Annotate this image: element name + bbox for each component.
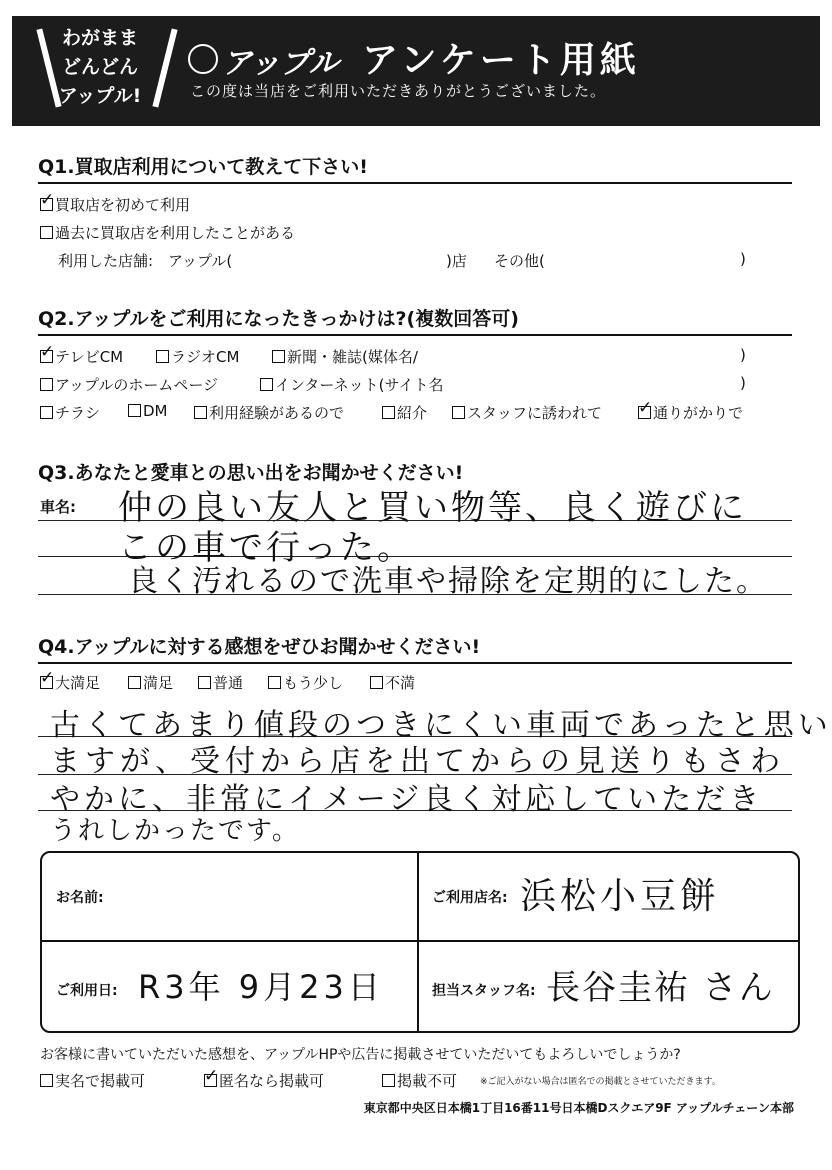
q4-answer-line: やかに、非常にイメージ良く対応していただき	[50, 782, 764, 817]
option-label: テレビCM	[55, 348, 124, 366]
q2-option-experience[interactable]	[194, 402, 344, 423]
slogan	[40, 24, 160, 111]
option-label: DM	[143, 402, 168, 420]
slogan-line: アップル!	[58, 85, 142, 107]
q1-option-first-time[interactable]	[40, 194, 190, 215]
option-label: 普通	[213, 674, 244, 692]
q4-title: Q4.アップルに対する感想をぜひお聞かせください!	[38, 636, 481, 658]
q4-answer-line: うれしかったです。	[50, 816, 300, 846]
q1-title: Q1.買取店利用について教えて下さい!	[38, 156, 368, 178]
option-label: 満足	[143, 674, 174, 692]
consent-question: お客様に書いていただいた感想を、アップルHPや広告に掲載させていただいてもよろしいでしょうか?	[40, 1047, 681, 1063]
option-label: 買取店を初めて利用	[55, 196, 191, 214]
q2-option-internet[interactable]	[260, 374, 443, 395]
date-field[interactable]: R3年 9月23日	[138, 968, 384, 1006]
q2-option-homepage[interactable]	[40, 374, 218, 395]
checkbox[interactable]	[40, 406, 53, 419]
option-label: 実名で掲載可	[55, 1072, 146, 1090]
option-label: ラジオCM	[171, 348, 240, 366]
checkbox[interactable]	[370, 676, 383, 689]
q2-title: Q2.アップルをご利用になったきっかけは?(複数回答可)	[38, 308, 519, 330]
q3-car-label: 車名:	[40, 498, 76, 516]
checkbox[interactable]	[40, 226, 53, 239]
page-subtitle: この度は当店をご利用いただきありがとうございました。	[190, 82, 607, 100]
q2-option-radio[interactable]	[156, 346, 239, 367]
q2-option-referral[interactable]	[382, 402, 427, 423]
option-label: もう少し	[283, 674, 344, 692]
option-label: 利用経験があるので	[209, 404, 345, 422]
store-field[interactable]: 浜松小豆餅	[520, 876, 721, 917]
q3-answer-line: この車で行った。	[118, 528, 414, 568]
q2-option-dm[interactable]	[128, 402, 168, 420]
checkbox[interactable]	[128, 676, 141, 689]
checkbox[interactable]	[40, 1074, 53, 1087]
consent-option-anonymous[interactable]	[204, 1070, 324, 1091]
staff-field[interactable]: 長谷圭祐 さん	[546, 968, 775, 1008]
q2-row1-close: )	[740, 346, 746, 364]
q4-option-normal[interactable]	[198, 672, 243, 693]
option-label: 掲載不可	[397, 1072, 458, 1090]
checkbox-checked[interactable]	[40, 198, 53, 211]
checkbox[interactable]	[128, 404, 141, 417]
info-box-horizontal-divider	[40, 940, 798, 942]
date-label: ご利用日:	[56, 983, 118, 999]
footer-address: 東京都中央区日本橋1丁目16番11号日本橋Dスクエア9F アップルチェーン本部	[363, 1101, 794, 1115]
checkbox-checked[interactable]	[204, 1074, 217, 1087]
q1-option-used-before[interactable]	[40, 222, 295, 243]
q4-divider	[38, 662, 792, 664]
page-title: アンケート用紙	[362, 40, 640, 81]
q4-option-very-satisfied[interactable]	[40, 672, 100, 693]
option-label: アップルのホームページ	[55, 376, 219, 394]
checkbox-checked[interactable]	[638, 406, 651, 419]
staff-label: 担当スタッフ名:	[432, 983, 536, 999]
q1-other-suffix: )	[740, 250, 746, 268]
checkbox[interactable]	[156, 350, 169, 363]
q4-answer-line: ますが、受付から店を出てからの見送りもさわ	[50, 744, 785, 779]
option-label: 不満	[385, 674, 416, 692]
q4-option-dissatisfied[interactable]	[370, 672, 415, 693]
store-label: ご利用店名:	[432, 890, 508, 906]
option-label: インターネット(サイト名	[275, 376, 444, 394]
q2-option-staff-invite[interactable]	[452, 402, 602, 423]
checkbox[interactable]	[382, 1074, 395, 1087]
q3-title: Q3.あなたと愛車との思い出をお聞かせください!	[38, 462, 464, 484]
q4-answer-line: 古くてあまり値段のつきにくい車両であったと思い	[50, 708, 832, 743]
q4-option-satisfied[interactable]	[128, 672, 173, 693]
option-label: 新聞・雑誌(媒体名/	[287, 348, 418, 366]
q2-option-passing-by[interactable]	[638, 402, 743, 423]
checkbox[interactable]	[272, 350, 285, 363]
q3-answer-line: 良く汚れるので洗車や掃除を定期的にした。	[128, 564, 768, 599]
q2-option-tv[interactable]	[40, 346, 123, 367]
option-label: 紹介	[397, 404, 428, 422]
q1-store-suffix: )店	[446, 252, 467, 270]
checkbox[interactable]	[194, 406, 207, 419]
q1-other-prefix: その他(	[494, 252, 545, 270]
option-label: 過去に買取店を利用したことがある	[55, 224, 296, 242]
checkbox[interactable]	[268, 676, 281, 689]
slogan-line: わがまま	[61, 27, 138, 49]
q2-divider	[38, 334, 792, 336]
option-label: スタッフに誘われて	[467, 404, 603, 422]
consent-option-real-name[interactable]	[40, 1070, 145, 1091]
checkbox-checked[interactable]	[40, 676, 53, 689]
brand-logo: アップル	[222, 46, 339, 81]
q2-option-flyer[interactable]	[40, 402, 100, 423]
q2-option-newspaper[interactable]	[272, 346, 418, 367]
consent-note: ※ご記入がない場合は匿名での掲載とさせていただきます。	[480, 1077, 721, 1087]
consent-option-no-publish[interactable]	[382, 1070, 457, 1091]
checkbox-checked[interactable]	[40, 350, 53, 363]
slogan-line: どんどん	[61, 56, 138, 78]
option-label: チラシ	[55, 404, 101, 422]
option-label: 匿名なら掲載可	[219, 1072, 325, 1090]
checkbox[interactable]	[198, 676, 211, 689]
logo-icon	[188, 44, 218, 74]
checkbox[interactable]	[260, 378, 273, 391]
q3-answer-line: 仲の良い友人と買い物等、良く遊びに	[118, 488, 747, 528]
option-label: 大満足	[55, 674, 101, 692]
checkbox[interactable]	[452, 406, 465, 419]
option-label: 通りがかりで	[653, 404, 744, 422]
checkbox[interactable]	[382, 406, 395, 419]
q4-option-more[interactable]	[268, 672, 343, 693]
name-label: お名前:	[56, 890, 104, 906]
checkbox[interactable]	[40, 378, 53, 391]
q2-row2-close: )	[740, 374, 746, 392]
q1-divider	[38, 182, 792, 184]
q1-store-prefix: 利用した店舗: アップル(	[58, 252, 233, 270]
